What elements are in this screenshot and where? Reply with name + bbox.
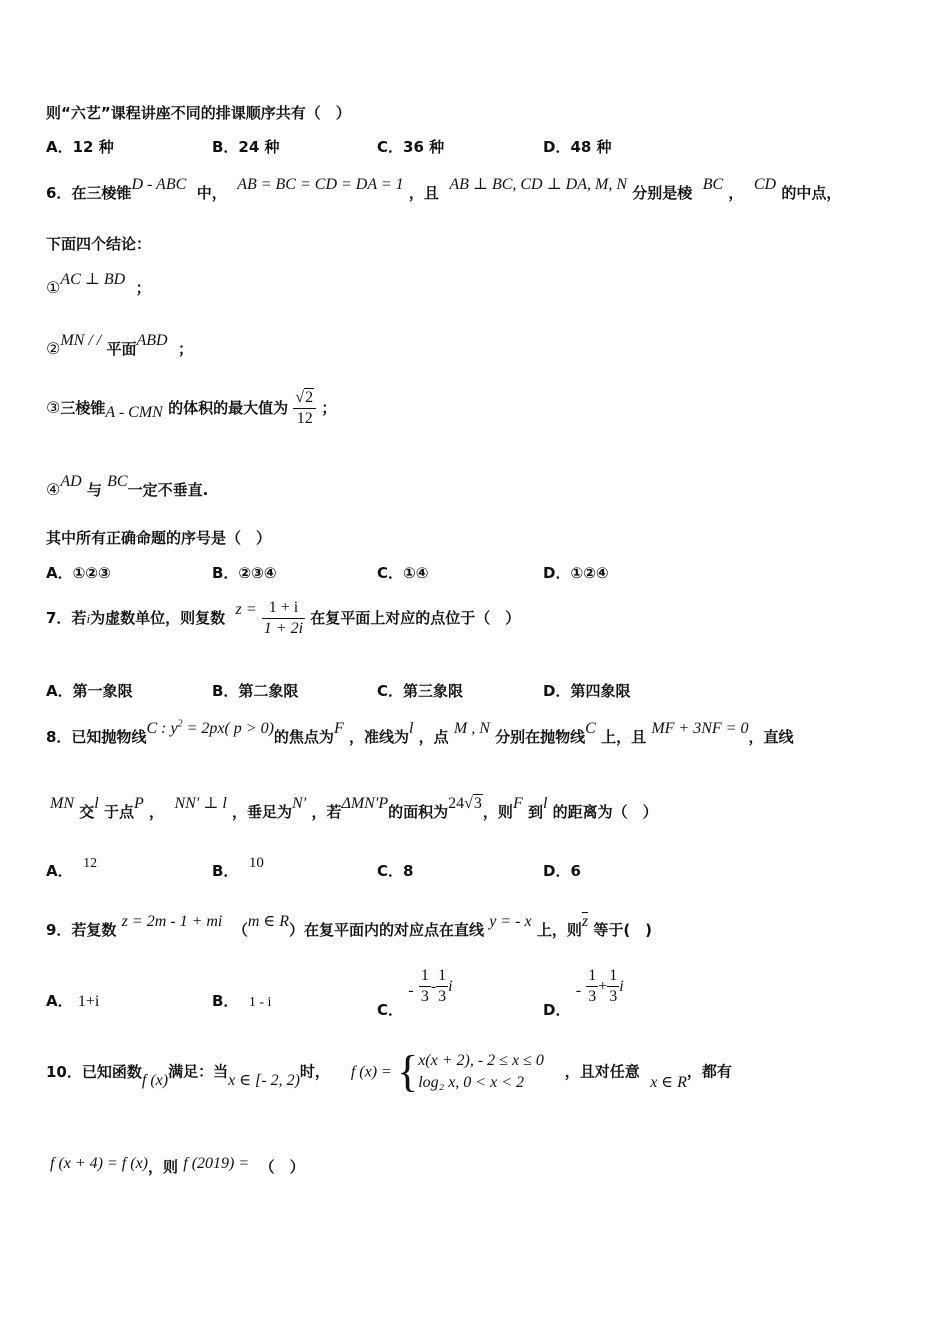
q8-option-b: B． 10 [212,855,264,880]
q5-option-b: B．24 种 [212,138,280,156]
q8-option-d: D．6 [543,862,581,880]
q6-option-b: B．②③④ [212,564,277,582]
q6-conclusion-2: ②MN / / 平面ABD ； [46,332,194,358]
q8-stem: 8．已知抛物线C : $y^2 = 2px$( p > 0)的焦点为F ，准线为l ，点 M , N 分别在抛物线C 上，且 MF + 3NF = 0，直线 [46,718,794,746]
q5-stem: 则“六艺”课程讲座不同的排课顺序共有（ ） [46,104,351,122]
q8-stem-line2: MN 交l 于点P ， NN′ ⊥ l ，垂足为N′ ，若ΔMN′P的面积为24√3，则F 到l 的距离为（ ） [50,795,658,821]
q6-volume-fraction: $\frac{√2}{12}$ [293,388,316,429]
q6-conclusion-3: ③三棱锥A - CMN 的体积的最大值为 $\frac{√2}{12}$ ； [46,389,337,427]
q5-option-a: A．12 种 [46,138,114,156]
q9-option-b: B． 1 - i [212,992,272,1010]
q7-option-c: C．第三象限 [377,682,464,700]
q9-stem: 9．若复数 z = 2m - 1 + mi （m ∈ R）在复平面内的对应点在直线 y = - x 上，则$\overline{z}$ 等于( ) [46,913,653,939]
q7-option-a: A．第一象限 [46,682,133,700]
q5-option-c: C．36 种 [377,138,445,156]
q6-option-a: A．①②③ [46,564,111,582]
q5-option-d: D．48 种 [543,138,612,156]
q7-option-d: D．第四象限 [543,682,631,700]
q6-option-c: C．①④ [377,564,429,582]
q7-stem: 7．若i为虚数单位，则复数 z = $\frac{1 + i}{1 + 2i}$ 在复平面上对应的点位于（ ） [46,599,521,637]
q10-piecewise: { x(x + 2), - 2 ≤ x ≤ 0 log₂ x, 0 < x < 2 [397,1047,544,1096]
q7-option-b: B．第二象限 [212,682,299,700]
q6-option-d: D．①②④ [543,564,609,582]
q10-stem-line2: f (x + 4) = f (x)，则 f (2019) = （ ） [50,1155,305,1176]
q6-conclusion-1: ①AC ⊥ BD ； [46,271,151,297]
q9-option-d: D． - $\frac{1}{3}$ + $\frac{1}{3}$ i [543,967,624,1019]
q9-option-c: C． - $\frac{1}{3}$ - $\frac{1}{3}$ i [377,967,453,1019]
q7-fraction: $\frac{1 + i}{1 + 2i}$ [263,599,304,637]
q6-conclusion-4: ④AD 与 BC一定不垂直. [46,473,209,499]
q6-stem: 6．在三棱锥D - ABC 中， AB = BC = CD = DA = 1 ，且 AB ⊥ BC, CD ⊥ DA, M, N 分别是棱 BC ， CD 的中点， [46,176,842,202]
q6-intro: 下面四个结论： [46,235,152,253]
q6-question: 其中所有正确命题的序号是（ ） [46,529,272,547]
q10-stem: 10．已知函数f (x)满足：当x ∈ [- 2, 2)时， f (x) = { x(x + 2), - 2 ≤ x ≤ 0 log₂ x, 0 < x < 2 ，且对任意 x ∈ R，都有 [46,1047,732,1096]
q8-option-c: C．8 [377,862,414,880]
q9-option-a: A． 1+i [46,992,100,1010]
q8-option-a: A． 12 [46,856,98,880]
